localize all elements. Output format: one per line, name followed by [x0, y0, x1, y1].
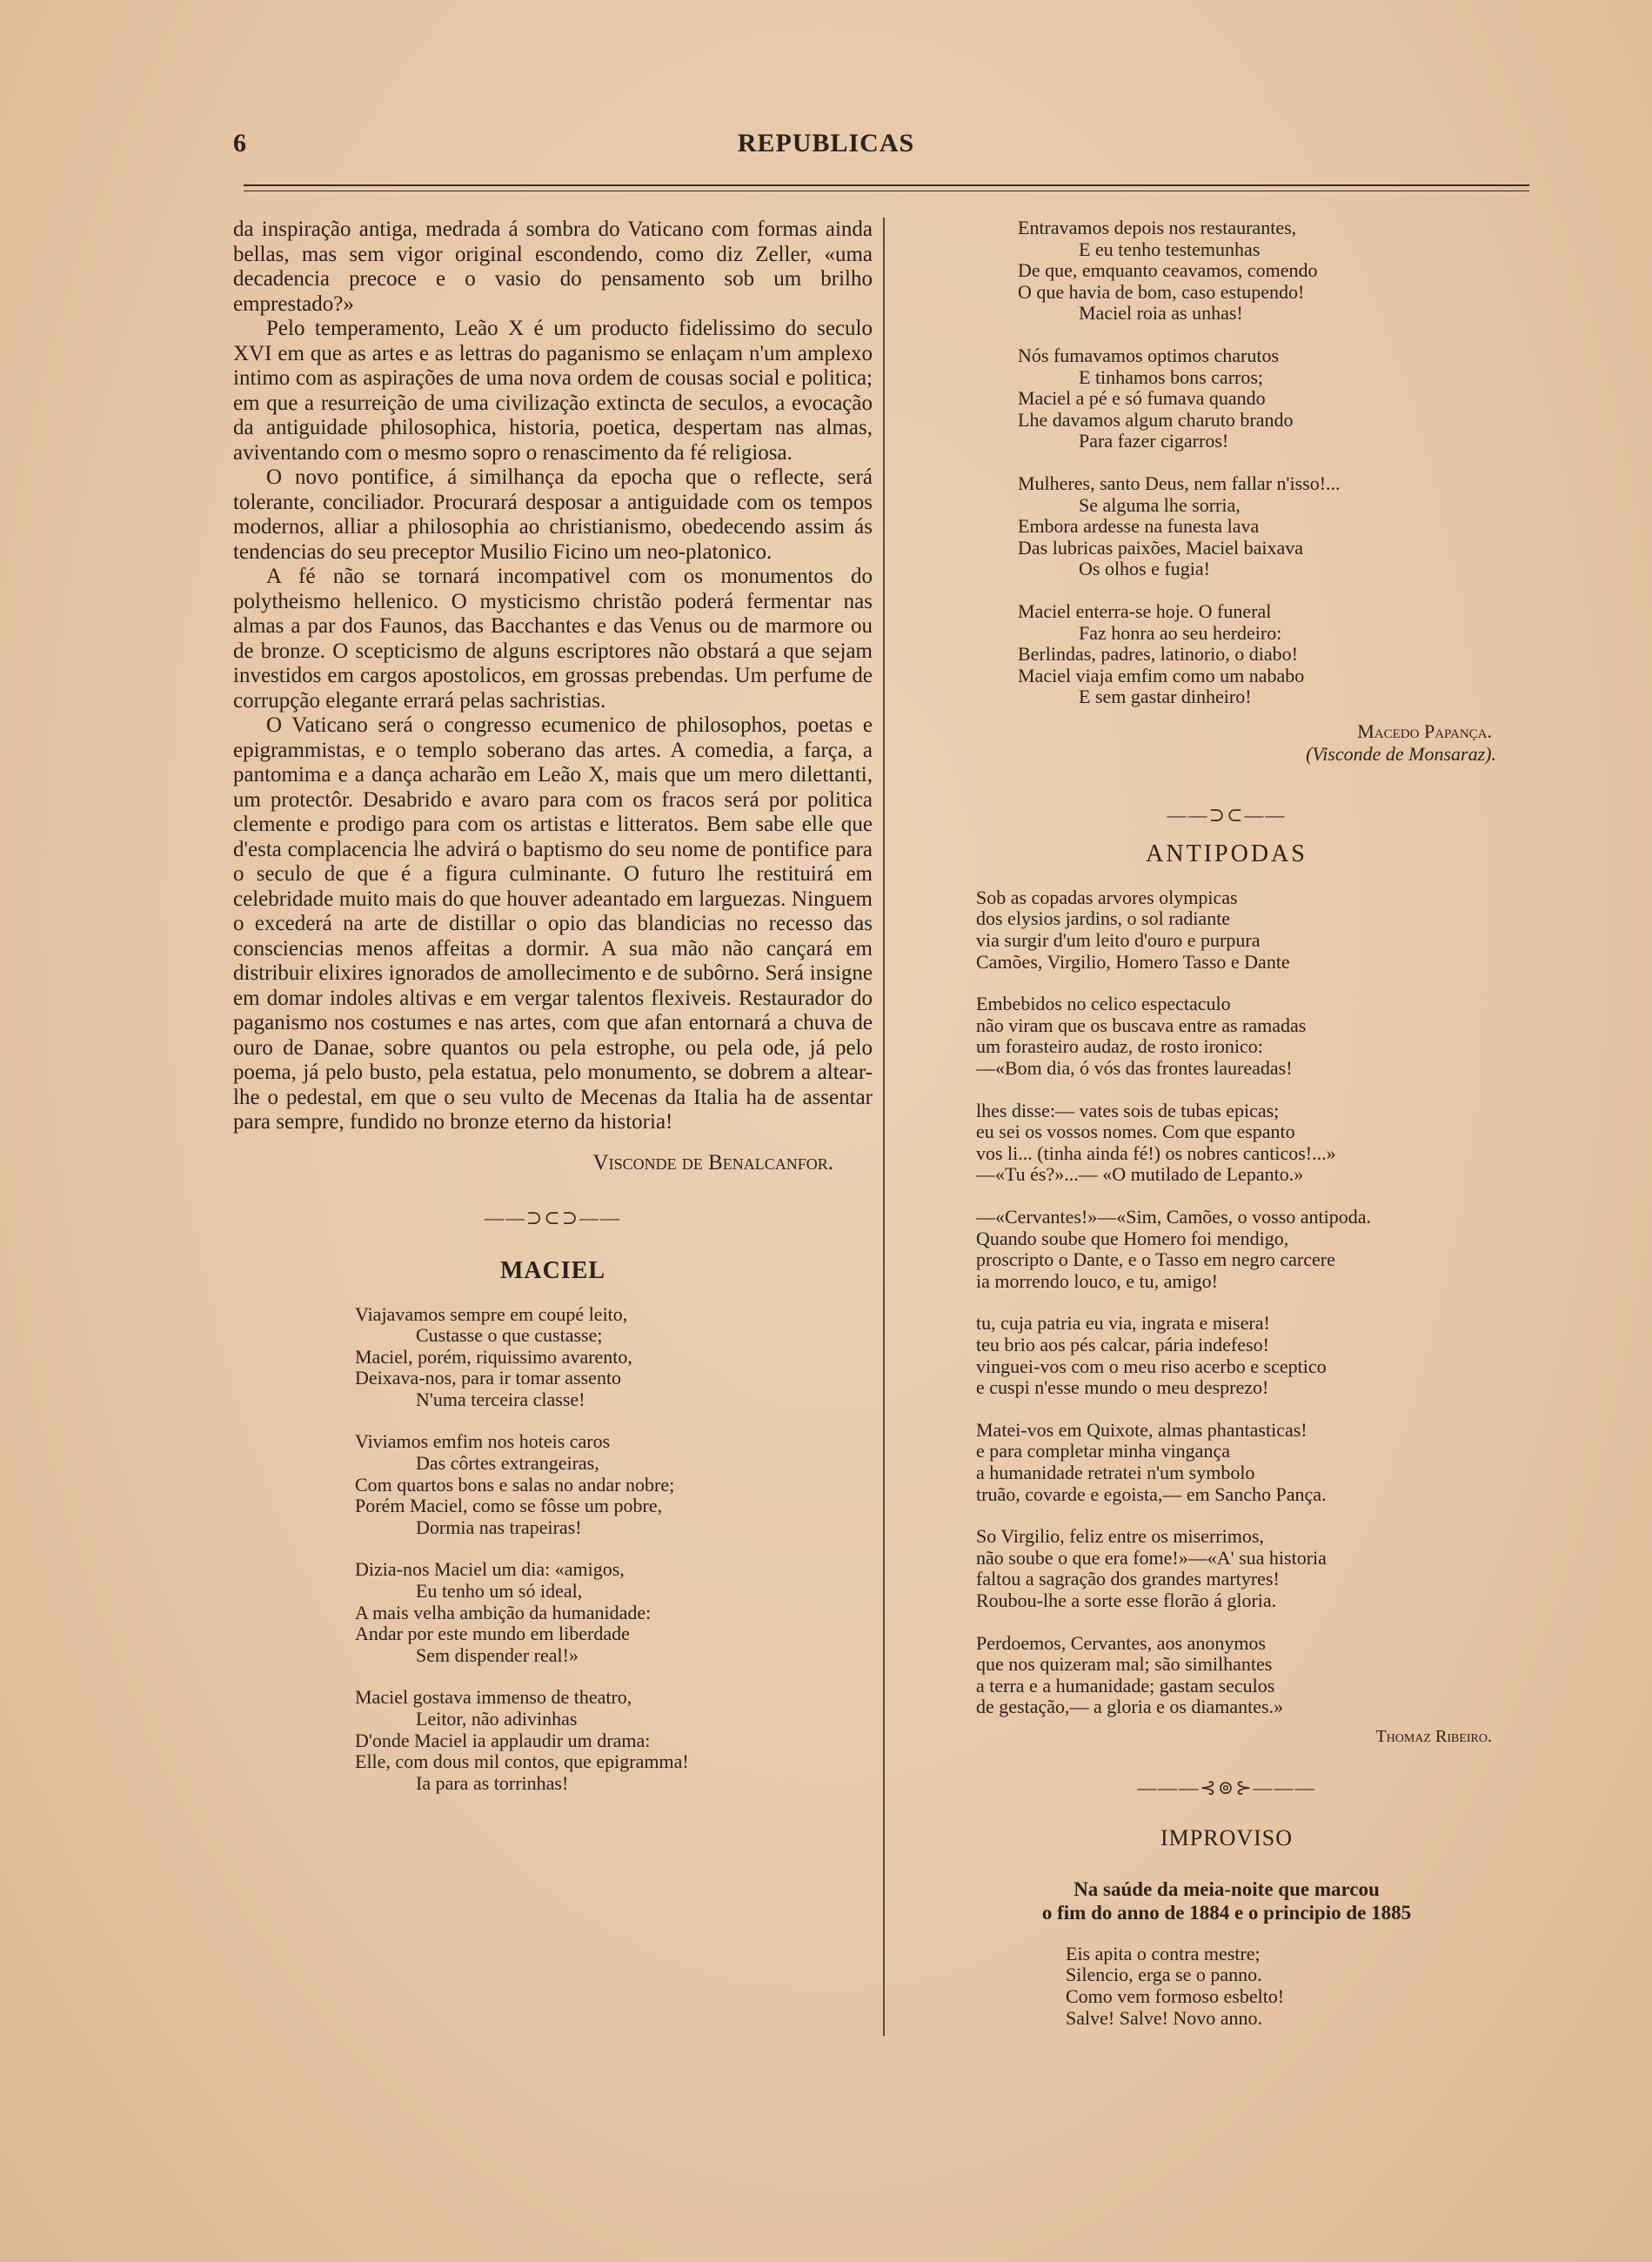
maciel-poem-continued — [922, 218, 1531, 708]
poem-line: —«Tu és?»...— «O mutilado de Lepanto.» — [976, 1163, 1304, 1186]
poem-line: vinguei-vos com o meu riso acerbo e sceptico — [976, 1355, 1327, 1377]
poem-line: —«Bom dia, ó vós das frontes laureadas! — [976, 1057, 1293, 1080]
poem-line: Deixava-nos, para ir tomar assento — [355, 1367, 622, 1389]
poem-stanza — [355, 1431, 873, 1538]
poem-line: não soube o que era fome!»—«A' sua historia — [976, 1546, 1327, 1569]
poem-line: Os olhos e fugia! — [1079, 558, 1210, 580]
ornament-divider: ———⊰⊚⊱——— — [1137, 1776, 1316, 1798]
article-paragraph: da inspiração antiga, medrada á sombra do Vaticano com formas ainda bellas, mas sem vigor original escondendo, como diz Zeller, «uma decadencia precoce e o vasio do pensamento sob um brilho emprestado?» — [233, 218, 873, 316]
poem-line: Com quartos bons e salas no andar nobre; — [355, 1473, 675, 1496]
poem-line: O que havia de bom, caso estupendo! — [1018, 280, 1305, 303]
poem-line: truão, covarde e egoista,— em Sancho Pança. — [976, 1482, 1327, 1505]
improviso-subtitle-block — [922, 1877, 1531, 1924]
poem-line: Entravamos depois nos restaurantes, — [1018, 217, 1297, 238]
poem-stanza — [976, 1101, 1531, 1186]
improviso-poem — [922, 1944, 1531, 2029]
article-paragraph: O Vaticano será o congresso ecumenico de philosophos, poetas e epigrammistas, e o templo soberano das artes. A comedia, a farça, a pantomima e a dança acharão em Leão X, mais que um mero dilettanti, um protectôr. Desabrido e avaro para com os fracos será por politica clemente e prodigo para com os artistas e litteratos. Bem sabe elle que d'esta complacencia lhe advirá o baptismo do seu nome de pontifice para o seculo de que é a figura culminante. O futuro lhe restituirá em celebridade muito mais do que houver adeantado em larguezas. Ninguem o excederá na arte de distillar o opio das blandicias no recesso das consciencias menos affeitas a dormir. A sua mão não cançará em distribuir elixires ignorados de amollecimento e de subôrno. Será insigne em domar indoles altivas e em vergar talentos flexiveis. Restaurador do paganismo nos costumes e nas artes, com que afan entornará a chuva de ouro de Danae, sobre quantos ou pela estrophe, ou pela ode, já pelo poema, já pelo busto, pela estatua, pelo monumento, se dobrem a altear-lhe o pedestal, em que o seu vulto de Mecenas da Italia ha de assentar para sempre, fundido no bronze eterno da historia! — [233, 713, 873, 1134]
poem-stanza — [1018, 345, 1531, 452]
poem-line: Maciel roia as unhas! — [1079, 302, 1243, 325]
poem-stanza — [976, 887, 1531, 973]
poem-line: D'onde Maciel ia applaudir um drama: — [355, 1729, 651, 1751]
maciel-poem — [233, 1304, 873, 1795]
poem-line: e para completar minha vingança — [976, 1440, 1230, 1462]
poem-line: de gestação,— a gloria e os diamantes.» — [976, 1696, 1284, 1718]
poem-line: não viram que os buscava entre as ramadas — [976, 1014, 1307, 1036]
poem-line: ia morrendo louco, e tu, amigo! — [976, 1269, 1218, 1292]
poem-stanza — [355, 1304, 873, 1411]
antipodas-poem — [922, 887, 1531, 1718]
poem-line: Maciel gostava immenso de theatro, — [355, 1686, 632, 1709]
article-paragraph: O novo pontifice, á similhança da epocha que o reflecte, será tolerante, conciliador. Procurará desposar a antiguidade com os tempos modernos, alliar a philosophia ao christianismo, obedecendo assim ás tendencias do seu preceptor Musilio Ficino um neo-platonico. — [233, 465, 873, 564]
poem-line: que nos quizeram mal; são similhantes — [976, 1653, 1273, 1676]
poem-line: De que, emquanto ceavamos, comendo — [1018, 259, 1318, 282]
article-paragraph: A fé não se tornará incompativel com os monumentos do polytheismo hellenico. O mysticismo christão poderá fermentar nas almas a par dos Faunos, das Bacchantes e das Venus ou de marmore ou de bronze. O scepticismo de alguns escriptores não obstará a que sejam investidos em cargos apostolicos, em grossas prebendas. Um perfume de corrupção elegante errará pelas sachristias. — [233, 565, 873, 713]
antipodas-author: Thomaz Ribeiro. — [1375, 1726, 1492, 1746]
poem-line: Camões, Virgilio, Homero Tasso e Dante — [976, 950, 1290, 973]
poem-line: Sem dispender real!» — [416, 1643, 579, 1666]
poem-line: Roubou-lhe a sorte esse florão á gloria. — [976, 1589, 1277, 1611]
poem-line: e cuspi n'esse mundo o meu desprezo! — [976, 1376, 1269, 1399]
poem-stanza — [976, 1526, 1531, 1611]
poem-line: Viviamos emfim nos hoteis caros — [355, 1430, 611, 1453]
poem-line: Embebidos no celico espectaculo — [976, 993, 1231, 1015]
poem-line: So Virgilio, feliz entre os miserrimos, — [976, 1525, 1264, 1548]
poem-line: Ia para as torrinhas! — [416, 1771, 569, 1794]
poem-line: Dizia-nos Maciel um dia: «amigos, — [355, 1558, 625, 1581]
poem-line: Salve! Salve! Novo anno. — [1066, 2006, 1263, 2029]
poem-line: A mais velha ambição da humanidade: — [355, 1601, 652, 1623]
poem-line: lhes disse:— vates sois de tubas epicas; — [976, 1099, 1280, 1121]
poem-line: N'uma terceira classe! — [416, 1388, 585, 1410]
poem-line: Mulheres, santo Deus, nem fallar n'isso!... — [1018, 472, 1341, 494]
improviso-title: IMPROVISO — [1160, 1824, 1294, 1850]
poem-line: Elle, com dous mil contos, que epigramma! — [355, 1750, 689, 1773]
poem-line: Leitor, não adivinhas — [416, 1708, 578, 1730]
poem-line: Matei-vos em Quixote, almas phantasticas! — [976, 1418, 1308, 1441]
poem-line: proscripto o Dante, e o Tasso em negro carcere — [976, 1248, 1335, 1271]
maciel-author: Macedo Papança. — [1357, 719, 1492, 742]
poem-line: tu, cuja patria eu via, ingrata e misera! — [976, 1312, 1270, 1335]
column-divider — [883, 218, 885, 2036]
poem-line: um forasteiro audaz, de rosto ironico: — [976, 1035, 1263, 1058]
poem-line: Nós fumavamos optimos charutos — [1018, 344, 1280, 366]
poem-line: Maciel a pé e só fumava quando — [1018, 387, 1266, 410]
poem-line: —«Cervantes!»—«Sim, Camões, o vosso antipoda. — [976, 1206, 1372, 1228]
maciel-author-note: (Visconde de Monsaraz). — [1306, 742, 1496, 765]
poem-line: vos li... (tinha ainda fé!) os nobres canticos!...» — [976, 1141, 1336, 1164]
header-rule — [244, 184, 1529, 186]
poem-line: eu sei os vossos nomes. Com que espanto — [976, 1121, 1295, 1143]
poem-stanza — [976, 1207, 1531, 1292]
poem-line: a humanidade retratei n'um symbolo — [976, 1461, 1255, 1483]
ornament-divider: ——⊃⊂—— — [1167, 803, 1287, 826]
poem-stanza — [976, 1420, 1531, 1505]
poem-line: Silencio, erga se o panno. — [1066, 1964, 1262, 1986]
poem-line: teu brio aos pés calcar, pária indefeso! — [976, 1333, 1269, 1355]
poem-stanza — [976, 1633, 1531, 1718]
poem-stanza — [976, 994, 1531, 1079]
right-column — [922, 218, 1531, 2029]
poem-line: Embora ardesse na funesta lava — [1018, 515, 1260, 538]
poem-stanza — [355, 1559, 873, 1666]
poem-line: Sob as copadas arvores olympicas — [976, 886, 1238, 908]
poem-line: Porém Maciel, como se fôsse um pobre, — [355, 1495, 663, 1517]
poem-line: Viajavamos sempre em coupé leito, — [355, 1302, 628, 1325]
poem-stanza — [355, 1687, 873, 1794]
poem-line: Faz honra ao seu herdeiro: — [1079, 621, 1282, 644]
poem-line: Dormia nas trapeiras! — [416, 1516, 582, 1538]
poem-line: dos elysios jardins, o sol radiante — [976, 907, 1231, 930]
poem-line: Custasse o que custasse; — [416, 1324, 603, 1347]
poem-stanza — [1018, 601, 1531, 708]
article-signature: Visconde de Benalcanfor. — [592, 1150, 833, 1174]
left-column — [233, 218, 873, 1815]
poem-line: faltou a sagração dos grandes martyres! — [976, 1568, 1280, 1590]
poem-line: Para fazer cigarros! — [1079, 430, 1229, 452]
poem-line: Maciel viaja emfim como um nababo — [1018, 664, 1305, 686]
poem-line: Quando soube que Homero foi mendigo, — [976, 1227, 1289, 1249]
page-number: 6 — [233, 129, 246, 157]
poem-line: Como vem formoso esbelto! — [1066, 1985, 1285, 2008]
poem-line: E eu tenho testemunhas — [1079, 238, 1261, 260]
poem-line: Maciel, porém, riquissimo avarento, — [355, 1345, 632, 1368]
poem-line: a terra e a humanidade; gastam seculos — [976, 1674, 1275, 1696]
poem-line: Andar por este mundo em liberdade — [355, 1623, 630, 1645]
poem-line: Das côrtes extrangeiras, — [416, 1452, 599, 1475]
poem-line: Lhe davamos algum charuto brando — [1018, 408, 1294, 431]
article-paragraph: Pelo temperamento, Leão X é um producto fidelissimo do seculo XVI em que as artes e as lettras do paganismo se enlaçam n'um amplexo intimo com as aspirações de uma nova ordem de cousas social e politica; em que a resurreição de uma civilização extincta de seculos, a evocação da antiguidade philosophica, historia, poetica, despertam nas almas, aviventando com o mesmo sopro o renascimento da fé religiosa. — [233, 317, 873, 465]
poem-line: Maciel enterra-se hoje. O funeral — [1018, 599, 1272, 622]
poem-stanza — [976, 1313, 1531, 1398]
poem-line: Perdoemos, Cervantes, aos anonymos — [976, 1631, 1266, 1654]
poem-line: via surgir d'um leito d'ouro e purpura — [976, 929, 1261, 952]
poem-line: Eis apita o contra mestre; — [1066, 1942, 1261, 1964]
improviso-subtitle: Na saúde da meia-noite que marcou — [1073, 1877, 1380, 1900]
poem-stanza — [1018, 218, 1531, 325]
poem-line: Se alguma lhe sorria, — [1079, 493, 1241, 516]
poem-line: E tinhamos bons carros; — [1079, 365, 1264, 388]
ornament-divider: ——⊃⊂⊃—— — [484, 1206, 622, 1228]
benalcanfor-article — [233, 218, 873, 1135]
poem-line: E sem gastar dinheiro! — [1079, 686, 1252, 708]
poem-line: Berlindas, padres, latinorio, o diabo! — [1018, 643, 1298, 666]
poem-stanza — [1018, 473, 1531, 580]
antipodas-title: ANTIPODAS — [1146, 840, 1308, 867]
poem-line: Eu tenho um só ideal, — [416, 1580, 583, 1603]
masthead-title: REPUBLICAS — [737, 129, 915, 157]
maciel-title: MACIEL — [499, 1256, 606, 1284]
poem-line: Das lubricas paixões, Maciel baixava — [1018, 536, 1304, 559]
improviso-subtitle: o fim do anno de 1884 e o principio de 1885 — [1041, 1901, 1412, 1924]
